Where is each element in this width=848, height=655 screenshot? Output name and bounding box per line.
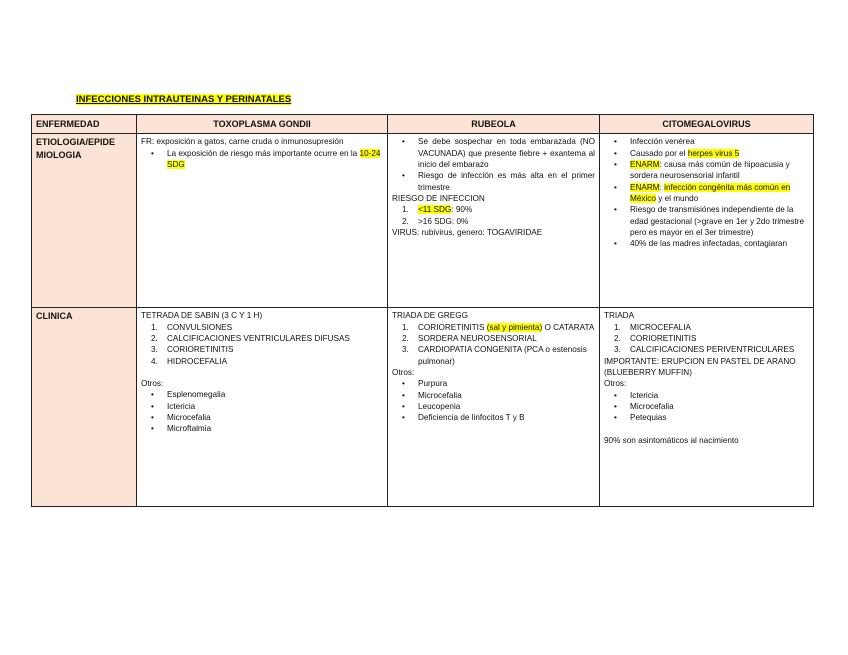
list-number: 1. [151, 322, 158, 332]
cmv-triada-list [604, 322, 809, 356]
document-title: INFECCIONES INTRAUTEINAS Y PERINATALES [76, 94, 292, 105]
item-text: CORIORETINITIS [418, 322, 487, 332]
header-enfermedad: ENFERMEDAD [32, 115, 137, 134]
list-number: 2. [614, 334, 621, 344]
list-number: 3. [151, 345, 158, 355]
highlight-enarm: ENARM [630, 182, 660, 192]
item-text: CORIORETINITIS [630, 334, 697, 344]
list-item: • Riesgo de infección es más alta en el primer trimestre [392, 170, 595, 193]
row-etiologia [32, 134, 814, 308]
list-item [604, 182, 809, 205]
list-item [392, 216, 595, 227]
riesgo-value: : 90% [451, 205, 473, 215]
header-toxoplasma: TOXOPLASMA GONDII [137, 115, 388, 134]
highlight-11sdg: <11 SDG [418, 205, 452, 215]
item-text: CALCIFICACIONES VENTRICULARES DIFUSAS [167, 334, 350, 344]
cell-clinica-toxo [137, 308, 388, 507]
gregg-list [392, 322, 595, 367]
list-item [392, 204, 595, 215]
list-item: • Microcefalia [604, 401, 809, 412]
list-item: • Se debe sospechar en toda embarazada (NO VACUNADA) que presente fiebre + exantema al inicio del embarazo [392, 136, 595, 170]
list-item: • Ictericia [141, 401, 383, 412]
list-number: 1. [402, 205, 409, 215]
header-row [32, 115, 814, 134]
toxo-fr-text: FR: exposición a gatos, carne cruda o inmunosupresión [141, 137, 344, 147]
cmv-etiologia-list [604, 136, 809, 249]
list-number: 3. [614, 345, 621, 355]
list-item [604, 333, 809, 344]
item-text: CONVULSIONES [167, 322, 233, 332]
cmv-otros-list [604, 390, 809, 424]
list-item [604, 344, 809, 355]
bullet-text: : causa más común de hipoacusia y sordera neurosensorial infantil [630, 160, 790, 181]
infections-table [31, 114, 814, 507]
tetrada-label: TETRADA DE SABIN (3 C Y 1 H) [141, 311, 263, 321]
list-number: 2. [402, 334, 409, 344]
header-rubeola: RUBEOLA [388, 115, 600, 134]
highlight-sdg: 10-24 SDG [167, 148, 381, 170]
asintomaticos-note: 90% son asintomáticos al nacimiento [604, 435, 739, 445]
rubeola-etiologia-list [392, 136, 595, 193]
list-item [141, 148, 383, 171]
bullet-text: Causado por el [630, 148, 688, 158]
item-text: O CATARATA [542, 322, 595, 332]
list-item: • Infección venérea [604, 136, 809, 147]
list-number: 1. [614, 322, 621, 332]
triada-gregg-label: TRIADA DE GREGG [392, 311, 468, 321]
list-item [392, 322, 595, 333]
cell-etiologia-cmv [600, 134, 814, 308]
list-number: 2. [402, 216, 409, 226]
riesgo-value: >16 SDG: 0% [418, 216, 469, 226]
list-item: • Leucopenia [392, 401, 595, 412]
header-citomegalovirus: CITOMEGALOVIRUS [600, 115, 814, 134]
virus-text: VIRUS: rubivirus, genero: TOGAVIRIDAE [392, 227, 543, 237]
toxo-etiologia-list [141, 148, 383, 171]
list-item: • Microcefalia [392, 390, 595, 401]
item-text: SORDERA NEUROSENSORIAL [418, 334, 537, 344]
cell-clinica-rubeola [388, 308, 600, 507]
list-item [141, 333, 383, 344]
bullet-text: La exposición de riesgo más importante ocurre en la [167, 148, 360, 158]
riesgo-list [392, 204, 595, 227]
list-number: 4. [151, 356, 158, 366]
item-text: CARDIOPATIA CONGENITA (PCA o estenosis pulmonar) [418, 345, 587, 366]
highlight-sal-pimienta: (sal y pimienta) [486, 322, 543, 332]
list-item [141, 322, 383, 333]
row-label-etiologia: ETIOLOGIA/EPIDE MIOLOGIA [32, 134, 137, 308]
list-item: • Deficiencia de linfocitos T y B [392, 412, 595, 423]
triada-label: TRIADA [604, 311, 635, 321]
otros-label: Otros: [604, 379, 627, 389]
cell-clinica-cmv [600, 308, 814, 507]
item-text: CORIORETINITIS [167, 345, 234, 355]
list-number: 1. [402, 322, 409, 332]
list-item [392, 344, 595, 367]
list-item [141, 344, 383, 355]
bullet-text: : [659, 182, 665, 192]
row-label-clinica: CLINICA [32, 308, 137, 507]
highlight-enarm: ENARM [630, 160, 660, 170]
list-item [141, 356, 383, 367]
list-item [604, 322, 809, 333]
tetrada-list [141, 322, 383, 367]
otros-label: Otros: [141, 378, 164, 388]
list-item [604, 159, 809, 182]
highlight-herpes: herpes virus 5 [687, 148, 740, 158]
otros-label: Otros: [392, 367, 415, 377]
list-item [392, 333, 595, 344]
highlight-congenita: infección congénita más común en México [630, 182, 791, 203]
list-item: • 40% de las madres infectadas, contagiaran [604, 238, 809, 249]
list-item: • Purpura [392, 378, 595, 389]
list-item: • Esplenomegalia [141, 389, 383, 400]
importante-text: IMPORTANTE: ERUPCION EN PASTEL DE ARANO (BLUEBERRY MUFFIN) [604, 356, 796, 377]
rubeola-otros-list [392, 378, 595, 423]
list-item: • Microftalmia [141, 423, 383, 434]
bullet-text: y el mundo [655, 193, 699, 203]
riesgo-label: RIESGO DE INFECCION [392, 193, 485, 203]
toxo-otros-list [141, 389, 383, 434]
cell-etiologia-toxo [137, 134, 388, 308]
list-item: • Petequias [604, 412, 809, 423]
list-item: • Riesgo de transmisiónes independiente de la edad gestacional (>grave en 1er y 2do trimestre pero es mayor en el 3er trimestre) [604, 204, 809, 238]
list-item: • Microcefalia [141, 412, 383, 423]
row-clinica [32, 308, 814, 507]
list-number: 3. [402, 345, 409, 355]
list-item [604, 148, 809, 159]
list-number: 2. [151, 334, 158, 344]
cell-etiologia-rubeola [388, 134, 600, 308]
item-text: CALCIFICACIONES PERIVENTRICULARES [630, 345, 795, 355]
item-text: MICROCEFALIA [630, 322, 691, 332]
item-text: HIDROCEFALIA [167, 356, 228, 366]
list-item: • Ictericia [604, 390, 809, 401]
